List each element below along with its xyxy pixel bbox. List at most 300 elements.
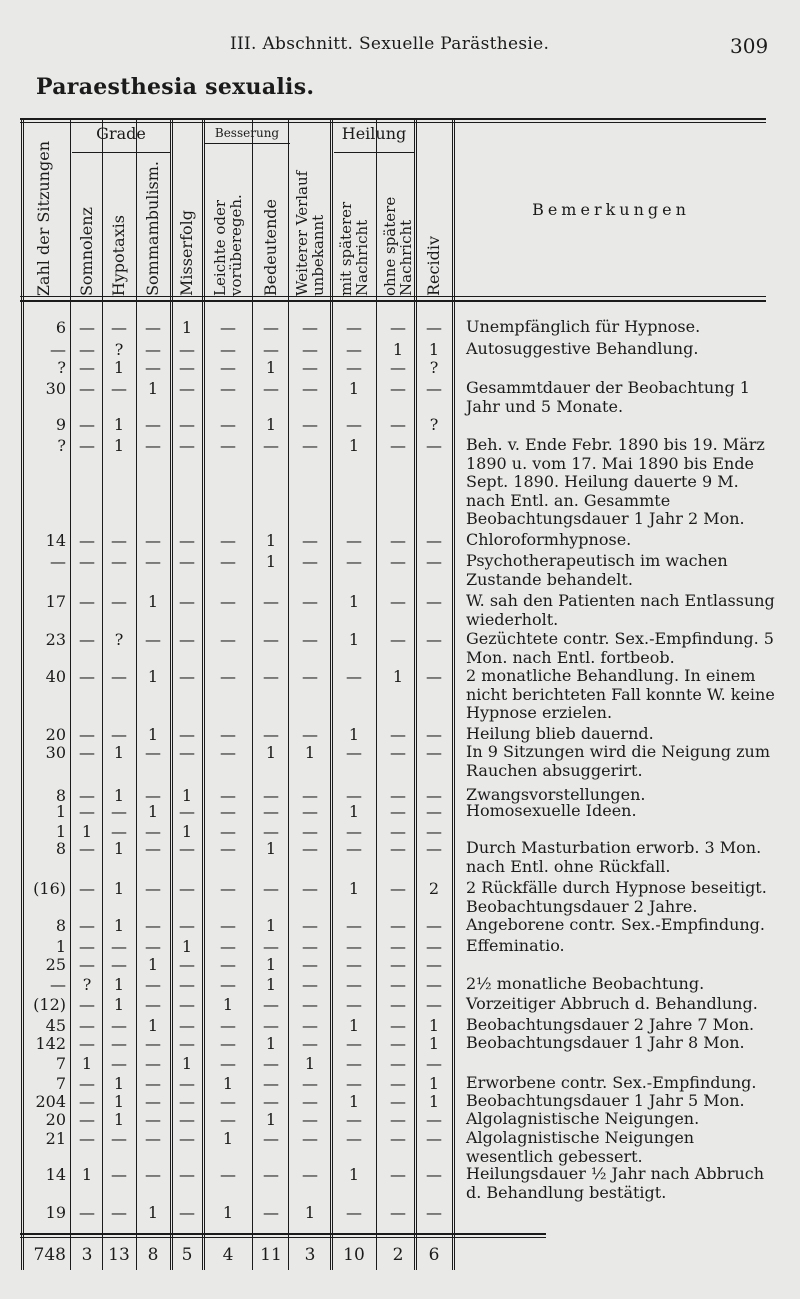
table-cell: — <box>79 552 95 571</box>
table-cell: — <box>346 916 362 935</box>
table-cell: 1 <box>81 822 93 841</box>
table-cell: — <box>145 937 161 956</box>
table-cell: — <box>220 1092 236 1111</box>
table-cell: — <box>220 743 236 762</box>
table-cell: — <box>426 955 442 974</box>
table-cell: — <box>302 975 318 994</box>
table-cell: — <box>79 358 95 377</box>
remark-text: Heilungsdauer ½ Jahr nach Abbruch d. Behandlung bestätigt. <box>466 1164 765 1202</box>
table-cell: 1 <box>113 879 125 898</box>
table-cell: — <box>220 975 236 994</box>
table-cell: — <box>263 1016 279 1035</box>
table-cell: — <box>79 340 95 359</box>
table-cell: — <box>346 786 362 805</box>
sessions-count: 40 <box>45 667 66 686</box>
table-cell: 1 <box>348 1165 360 1184</box>
table-cell: — <box>346 318 362 337</box>
table-cell: — <box>346 415 362 434</box>
table-cell: 1 <box>265 975 277 994</box>
remark-text: Unempfänglich für Hypnose. <box>466 317 701 336</box>
column-header <box>420 120 448 296</box>
sessions-count: 30 <box>45 379 66 398</box>
table-cell: 1 <box>222 1203 234 1222</box>
table-cell: 1 <box>113 839 125 858</box>
table-cell: — <box>390 725 406 744</box>
table-cell: — <box>390 802 406 821</box>
table-cell: — <box>390 916 406 935</box>
column-header-label: Bedeutende <box>261 198 280 296</box>
table-cell: — <box>263 379 279 398</box>
table-cell: 1 <box>147 667 159 686</box>
table-cell: — <box>145 1074 161 1093</box>
table-cell: 1 <box>348 1092 360 1111</box>
sessions-count: (16) <box>33 879 66 898</box>
table-cell: 1 <box>265 1110 277 1129</box>
table-cell: — <box>179 436 195 455</box>
remarks-header: Bemerkungen <box>532 200 690 219</box>
table-cell: — <box>390 1129 406 1148</box>
table-cell: — <box>390 975 406 994</box>
table-cell: — <box>179 839 195 858</box>
table-cell: — <box>220 955 236 974</box>
sessions-count: 14 <box>45 1165 66 1184</box>
table-cell: — <box>346 955 362 974</box>
table-cell: — <box>390 630 406 649</box>
table-cell: — <box>263 318 279 337</box>
table-cell: — <box>79 743 95 762</box>
remark-text: Beobachtungsdauer 1 Jahr 8 Mon. <box>466 1033 745 1052</box>
table-cell: — <box>302 379 318 398</box>
remark-text: Durch Masturbation erworb. 3 Mon. nach Entl. ohne Rückfall. <box>466 838 762 876</box>
table-cell: — <box>263 879 279 898</box>
sessions-count: 9 <box>55 415 66 434</box>
table-cell: — <box>220 1054 236 1073</box>
table-cell: — <box>79 937 95 956</box>
table-cell: 1 <box>265 531 277 550</box>
table-cell: — <box>220 318 236 337</box>
table-cell: — <box>179 1016 195 1035</box>
table-cell: — <box>302 552 318 571</box>
table-cell: 1 <box>348 1016 360 1035</box>
table-cell: — <box>302 955 318 974</box>
column-header <box>378 154 418 296</box>
table-cell: 1 <box>348 879 360 898</box>
table-cell: — <box>111 725 127 744</box>
table-cell: — <box>346 552 362 571</box>
sessions-count: 25 <box>45 955 66 974</box>
table-cell: — <box>302 937 318 956</box>
table-cell: — <box>263 1092 279 1111</box>
table-cell: — <box>263 786 279 805</box>
table-cell: — <box>79 802 95 821</box>
remark-text: Effeminatio. <box>466 936 565 955</box>
column-header-label: Somnolenz <box>77 206 96 296</box>
table-rule <box>20 300 766 302</box>
group-header-grade: Grade <box>96 124 146 143</box>
sessions-count: 45 <box>45 1016 66 1035</box>
table-cell: — <box>79 436 95 455</box>
table-cell: — <box>263 340 279 359</box>
table-cell: — <box>145 995 161 1014</box>
table-cell: — <box>179 743 195 762</box>
table-cell: 1 <box>428 1016 440 1035</box>
column-header <box>204 154 252 296</box>
remark-text: Angeborene contr. Sex.-Empfindung. <box>466 915 766 934</box>
table-cell: — <box>263 802 279 821</box>
table-cell: — <box>390 955 406 974</box>
table-cell: — <box>302 916 318 935</box>
table-cell: — <box>220 725 236 744</box>
table-cell: — <box>79 916 95 935</box>
table-cell: 1 <box>113 415 125 434</box>
sessions-count: 8 <box>55 916 66 935</box>
table-cell: — <box>220 786 236 805</box>
table-cell: 1 <box>428 1074 440 1093</box>
table-cell: — <box>346 822 362 841</box>
remark-text: Vorzeitiger Abbruch d. Behandlung. <box>466 994 758 1013</box>
table-cell: — <box>79 667 95 686</box>
table-cell: — <box>79 1074 95 1093</box>
table-cell: — <box>390 839 406 858</box>
table-cell: 1 <box>348 630 360 649</box>
table-cell: — <box>79 725 95 744</box>
table-cell: 1 <box>304 743 316 762</box>
table-cell: 1 <box>392 340 404 359</box>
table-cell: 1 <box>147 592 159 611</box>
table-cell: — <box>426 1054 442 1073</box>
table-cell: — <box>111 592 127 611</box>
table-cell: — <box>346 1110 362 1129</box>
table-cell: — <box>302 839 318 858</box>
table-cell: — <box>263 1054 279 1073</box>
table-cell: — <box>179 975 195 994</box>
table-cell: 1 <box>265 955 277 974</box>
table-cell: — <box>302 436 318 455</box>
running-header <box>0 34 800 60</box>
table-cell: — <box>390 1110 406 1129</box>
table-cell: 1 <box>265 1034 277 1053</box>
table-cell: — <box>179 995 195 1014</box>
table-cell: — <box>145 822 161 841</box>
table-cell: — <box>302 725 318 744</box>
total-cell: 5 <box>181 1245 193 1265</box>
table-cell: — <box>145 1110 161 1129</box>
sessions-count: 20 <box>45 725 66 744</box>
table-cell: — <box>220 552 236 571</box>
remark-text: 2 Rückfälle durch Hypnose beseitigt. Beobachtungsdauer 2 Jahre. <box>466 878 767 916</box>
table-cell: — <box>302 1016 318 1035</box>
table-row <box>0 358 800 378</box>
table-cell: 1 <box>265 839 277 858</box>
table-cell: 1 <box>265 552 277 571</box>
table-cell: — <box>79 955 95 974</box>
table-cell: — <box>390 531 406 550</box>
table-cell: 1 <box>113 358 125 377</box>
table-cell: — <box>346 1203 362 1222</box>
table-cell: — <box>302 592 318 611</box>
sessions-count: 6 <box>55 318 66 337</box>
column-header <box>104 154 134 296</box>
table-cell: — <box>263 995 279 1014</box>
table-cell: — <box>220 667 236 686</box>
table-cell: — <box>111 552 127 571</box>
remark-text: Erworbene contr. Sex.-Empfindung. <box>466 1073 757 1092</box>
table-cell: 1 <box>113 1074 125 1093</box>
total-cell: 3 <box>304 1245 316 1265</box>
table-cell: 1 <box>348 592 360 611</box>
table-cell: — <box>302 802 318 821</box>
remark-text: Beh. v. Ende Febr. 1890 bis 19. März 1890 u. vom 17. Mai 1890 bis Ende Sept. 1890. Heilung dauerte 9 M. nach Entl. an. Gesammte Beobachtungsdauer 1 Jahr 2 Mon. <box>466 435 765 529</box>
table-cell: — <box>220 802 236 821</box>
table-cell: ? <box>429 358 439 377</box>
column-header-label: mit späterer Nachricht <box>337 201 371 296</box>
table-cell: — <box>179 667 195 686</box>
table-cell: — <box>145 879 161 898</box>
table-cell: 1 <box>113 786 125 805</box>
column-header-label: Weiterer Verlauf unbekannt <box>293 170 327 296</box>
remark-text: Beobachtungsdauer 1 Jahr 5 Mon. <box>466 1091 745 1110</box>
table-rule <box>20 1233 546 1235</box>
table-cell: — <box>220 1165 236 1184</box>
table-cell: 1 <box>147 1203 159 1222</box>
table-cell: — <box>79 1203 95 1222</box>
sessions-count: 1 <box>55 802 66 821</box>
table-cell: — <box>426 802 442 821</box>
table-cell: — <box>346 358 362 377</box>
table-cell: — <box>179 1074 195 1093</box>
table-cell: — <box>390 592 406 611</box>
sessions-count: 30 <box>45 743 66 762</box>
table-cell: — <box>426 1129 442 1148</box>
table-cell: — <box>79 995 95 1014</box>
table-cell: — <box>390 358 406 377</box>
column-header-label: Recidiv <box>424 236 443 296</box>
table-cell: — <box>302 340 318 359</box>
total-cell: 10 <box>343 1245 365 1265</box>
table-cell: — <box>426 743 442 762</box>
table-cell: — <box>145 340 161 359</box>
table-cell: — <box>220 592 236 611</box>
table-cell: 1 <box>304 1203 316 1222</box>
table-cell: ? <box>114 340 124 359</box>
column-header-label: ohne spätere Nachricht <box>381 196 415 296</box>
table-cell: — <box>145 415 161 434</box>
table-cell: — <box>426 592 442 611</box>
table-cell: — <box>79 415 95 434</box>
table-cell: 1 <box>181 786 193 805</box>
table-cell: — <box>302 531 318 550</box>
table-cell: — <box>390 995 406 1014</box>
table-cell: ? <box>429 415 439 434</box>
table-cell: — <box>390 415 406 434</box>
table-cell: 1 <box>265 415 277 434</box>
table-cell: 1 <box>265 743 277 762</box>
table-cell: 1 <box>348 436 360 455</box>
column-header-label: Leichte oder vorüberegeh. <box>211 194 245 296</box>
table-cell: — <box>79 592 95 611</box>
table-cell: — <box>179 358 195 377</box>
table-cell: — <box>220 1110 236 1129</box>
remark-text: Chloroformhypnose. <box>466 530 632 549</box>
table-cell: — <box>179 531 195 550</box>
table-cell: 1 <box>147 379 159 398</box>
sessions-count: 17 <box>45 592 66 611</box>
table-cell: — <box>79 839 95 858</box>
table-cell: 1 <box>392 667 404 686</box>
table-cell: — <box>346 937 362 956</box>
table-cell: — <box>79 1034 95 1053</box>
table-cell: — <box>426 725 442 744</box>
column-header <box>138 154 168 296</box>
remark-text: Algolagnistische Neigungen wesentlich gebessert. <box>466 1128 695 1166</box>
table-cell: 1 <box>304 1054 316 1073</box>
table-cell: — <box>390 436 406 455</box>
table-row <box>0 1054 800 1074</box>
sessions-count: — <box>50 975 66 994</box>
table-cell: — <box>220 415 236 434</box>
table-cell: — <box>390 1034 406 1053</box>
group-header-besserung: Besserung <box>214 126 280 140</box>
sessions-count: 204 <box>35 1092 66 1111</box>
table-cell: — <box>302 1092 318 1111</box>
column-header <box>254 154 288 296</box>
table-cell: — <box>179 1110 195 1129</box>
column-header <box>290 120 330 296</box>
table-cell: 1 <box>113 1110 125 1129</box>
table-cell: — <box>220 916 236 935</box>
table-cell: — <box>111 1016 127 1035</box>
table-cell: — <box>426 975 442 994</box>
sessions-count: 1 <box>55 822 66 841</box>
table-cell: 1 <box>147 1016 159 1035</box>
table-cell: 1 <box>113 975 125 994</box>
table-row <box>0 955 800 975</box>
table-cell: — <box>111 1165 127 1184</box>
table-cell: 1 <box>428 1092 440 1111</box>
section-title: Paraesthesia sexualis. <box>36 74 315 100</box>
table-cell: — <box>220 379 236 398</box>
column-header-label: Misserfolg <box>177 210 196 296</box>
table-cell: — <box>220 340 236 359</box>
sessions-count: ? <box>57 436 66 455</box>
table-cell: — <box>302 822 318 841</box>
table-cell: 1 <box>113 436 125 455</box>
table-cell: — <box>263 725 279 744</box>
table-cell: — <box>179 379 195 398</box>
table-cell: — <box>79 1092 95 1111</box>
total-cell: 11 <box>260 1245 282 1265</box>
remark-text: Gezüchtete contr. Sex.-Empfindung. 5 Mon. nach Entl. fortbeob. <box>466 629 774 667</box>
page-number: 309 <box>730 34 769 58</box>
table-cell: — <box>111 802 127 821</box>
table-cell: ? <box>114 630 124 649</box>
table-cell: — <box>302 630 318 649</box>
total-cell: 6 <box>428 1245 440 1265</box>
table-cell: 1 <box>147 955 159 974</box>
table-cell: — <box>145 1165 161 1184</box>
table-cell: — <box>179 916 195 935</box>
table-rule <box>20 296 766 297</box>
table-cell: — <box>426 667 442 686</box>
group-rule <box>204 143 290 144</box>
table-cell: — <box>346 1129 362 1148</box>
table-cell: — <box>263 822 279 841</box>
table-cell: — <box>111 667 127 686</box>
table-cell: — <box>263 630 279 649</box>
table-cell: 1 <box>428 1034 440 1053</box>
table-cell: — <box>302 879 318 898</box>
table-cell: — <box>179 552 195 571</box>
sessions-count: 20 <box>45 1110 66 1129</box>
table-cell: 1 <box>147 802 159 821</box>
table-cell: — <box>390 552 406 571</box>
table-cell: — <box>426 937 442 956</box>
table-cell: — <box>179 802 195 821</box>
table-cell: — <box>302 786 318 805</box>
table-cell: — <box>145 743 161 762</box>
table-cell: — <box>145 839 161 858</box>
remark-text: Autosuggestive Behandlung. <box>466 339 699 358</box>
table-cell: — <box>179 955 195 974</box>
table-cell: — <box>220 879 236 898</box>
table-cell: — <box>145 1129 161 1148</box>
sessions-count: 7 <box>55 1054 66 1073</box>
table-cell: — <box>302 995 318 1014</box>
table-cell: — <box>145 358 161 377</box>
table-cell: — <box>111 1129 127 1148</box>
total-cell: 748 <box>33 1245 66 1265</box>
table-cell: — <box>390 786 406 805</box>
table-cell: — <box>111 955 127 974</box>
table-cell: ? <box>82 975 92 994</box>
table-cell: — <box>179 1092 195 1111</box>
table-cell: — <box>426 1110 442 1129</box>
total-cell: 2 <box>392 1245 404 1265</box>
table-cell: — <box>426 552 442 571</box>
remark-text: Algolagnistische Neigungen. <box>466 1109 700 1128</box>
table-cell: — <box>426 822 442 841</box>
table-cell: 1 <box>113 995 125 1014</box>
table-cell: — <box>220 358 236 377</box>
table-cell: — <box>390 1203 406 1222</box>
table-cell: — <box>302 667 318 686</box>
table-cell: — <box>426 318 442 337</box>
sessions-count: 19 <box>45 1203 66 1222</box>
table-cell: — <box>390 822 406 841</box>
remark-text: Psychotherapeutisch im wachen Zustande behandelt. <box>466 551 728 589</box>
table-cell: — <box>426 916 442 935</box>
table-cell: — <box>390 318 406 337</box>
table-cell: — <box>346 995 362 1014</box>
table-cell: — <box>263 667 279 686</box>
table-cell: — <box>111 1054 127 1073</box>
table-cell: — <box>179 725 195 744</box>
table-cell: — <box>179 1165 195 1184</box>
table-cell: — <box>426 531 442 550</box>
table-rule <box>20 122 766 123</box>
column-header-label: Hypotaxis <box>109 214 128 296</box>
table-cell: — <box>302 1110 318 1129</box>
table-cell: — <box>390 1054 406 1073</box>
table-cell: — <box>346 531 362 550</box>
total-cell: 8 <box>147 1245 159 1265</box>
table-cell: — <box>79 1110 95 1129</box>
table-cell: — <box>145 531 161 550</box>
table-cell: 1 <box>181 1054 193 1073</box>
table-cell: — <box>111 531 127 550</box>
table-cell: 1 <box>222 995 234 1014</box>
table-cell: — <box>145 318 161 337</box>
